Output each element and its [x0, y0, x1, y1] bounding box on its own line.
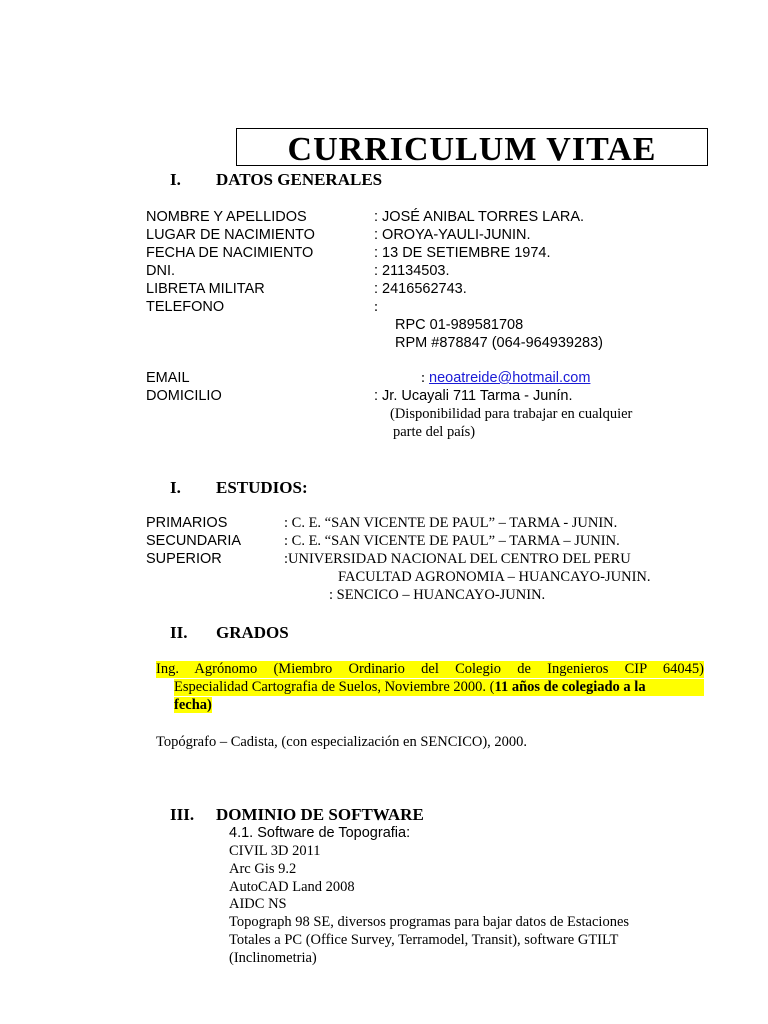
lugar-label: LUGAR DE NACIMIENTO — [146, 227, 315, 243]
software-item: 4.1. Software de Topografia: — [229, 825, 411, 841]
fecha-value: : 13 DE SETIEMBRE 1974. — [374, 245, 551, 261]
superior-label: SUPERIOR — [146, 551, 222, 567]
facultad-line: FACULTAD AGRONOMIA – HUANCAYO-JUNIN. — [338, 569, 651, 585]
section-number-software: III. — [170, 805, 195, 824]
grado-line3-text: fecha) — [174, 697, 212, 713]
section-number-estudios: I. — [170, 478, 181, 497]
grado-line2 — [174, 679, 704, 696]
telefono-colon: : — [374, 299, 379, 315]
grado-years: 11 años de colegiado a la — [494, 679, 646, 695]
dni-value: : 21134503. — [374, 263, 450, 279]
email-label: EMAIL — [146, 370, 190, 386]
disponibilidad-line1: (Disponibilidad para trabajar en cualquier — [390, 406, 633, 422]
fecha-label: FECHA DE NACIMIENTO — [146, 245, 314, 261]
lugar-value: : OROYA-YAULI-JUNIN. — [374, 227, 531, 243]
nombre-label: NOMBRE Y APELLIDOS — [146, 209, 307, 225]
software-item: Topograph 98 SE, diversos programas para bajar datos de Estaciones — [229, 914, 630, 930]
nombre-value: : JOSÉ ANIBAL TORRES LARA. — [374, 209, 585, 225]
email-link[interactable]: neoatreide@hotmail.com — [429, 370, 591, 386]
software-item: Totales a PC (Office Survey, Terramodel, Transit), software GTILT — [229, 932, 619, 948]
section-number-datos: I. — [170, 170, 181, 189]
disponibilidad-line2: parte del país) — [393, 424, 476, 440]
dni-label: DNI. — [146, 263, 175, 279]
superior-value: :UNIVERSIDAD NACIONAL DEL CENTRO DEL PERU — [284, 551, 631, 567]
primarios-value: : C. E. “SAN VICENTE DE PAUL” – TARMA - JUNIN. — [284, 515, 618, 531]
title-box — [236, 128, 708, 166]
software-item: AutoCAD Land 2008 — [229, 879, 355, 895]
section-title-datos: DATOS GENERALES — [216, 170, 383, 189]
telefono-label: TELEFONO — [146, 299, 225, 315]
rpm-number: RPM #878847 (064-964939283) — [395, 335, 603, 351]
primarios-label: PRIMARIOS — [146, 515, 228, 531]
document-title: CURRICULUM VITAE — [287, 131, 657, 168]
domicilio-value: : Jr. Ucayali 711 Tarma - Junín. — [374, 388, 573, 404]
grado-line1 — [156, 661, 704, 678]
topografo-line: Topógrafo – Cadista, (con especialización en SENCICO), 2000. — [156, 734, 528, 750]
secundaria-value: : C. E. “SAN VICENTE DE PAUL” – TARMA – JUNIN. — [284, 533, 620, 549]
section-title-software: DOMINIO DE SOFTWARE — [216, 805, 424, 824]
section-title-grados: GRADOS — [216, 623, 289, 642]
email-colon: : — [421, 370, 426, 386]
grado-line3 — [174, 697, 212, 714]
section-number-grados: II. — [170, 623, 188, 642]
software-item: AIDC NS — [229, 896, 287, 912]
libreta-label: LIBRETA MILITAR — [146, 281, 265, 297]
software-item: CIVIL 3D 2011 — [229, 843, 321, 859]
grado-line2-text: Especialidad Cartografia de Suelos, Noviembre 2000. ( — [174, 679, 495, 695]
rpc-number: RPC 01-989581708 — [395, 317, 524, 333]
software-item: (Inclinometria) — [229, 950, 317, 966]
libreta-value: : 2416562743. — [374, 281, 467, 297]
grado-line1-text: Ing. Agrónomo (Miembro Ordinario del Colegio de Ingenieros CIP 64045) — [156, 661, 704, 677]
software-item: Arc Gis 9.2 — [229, 861, 297, 877]
sencico-line: : SENCICO – HUANCAYO-JUNIN. — [329, 587, 546, 603]
domicilio-label: DOMICILIO — [146, 388, 222, 404]
section-title-estudios: ESTUDIOS: — [216, 478, 308, 497]
secundaria-label: SECUNDARIA — [146, 533, 242, 549]
